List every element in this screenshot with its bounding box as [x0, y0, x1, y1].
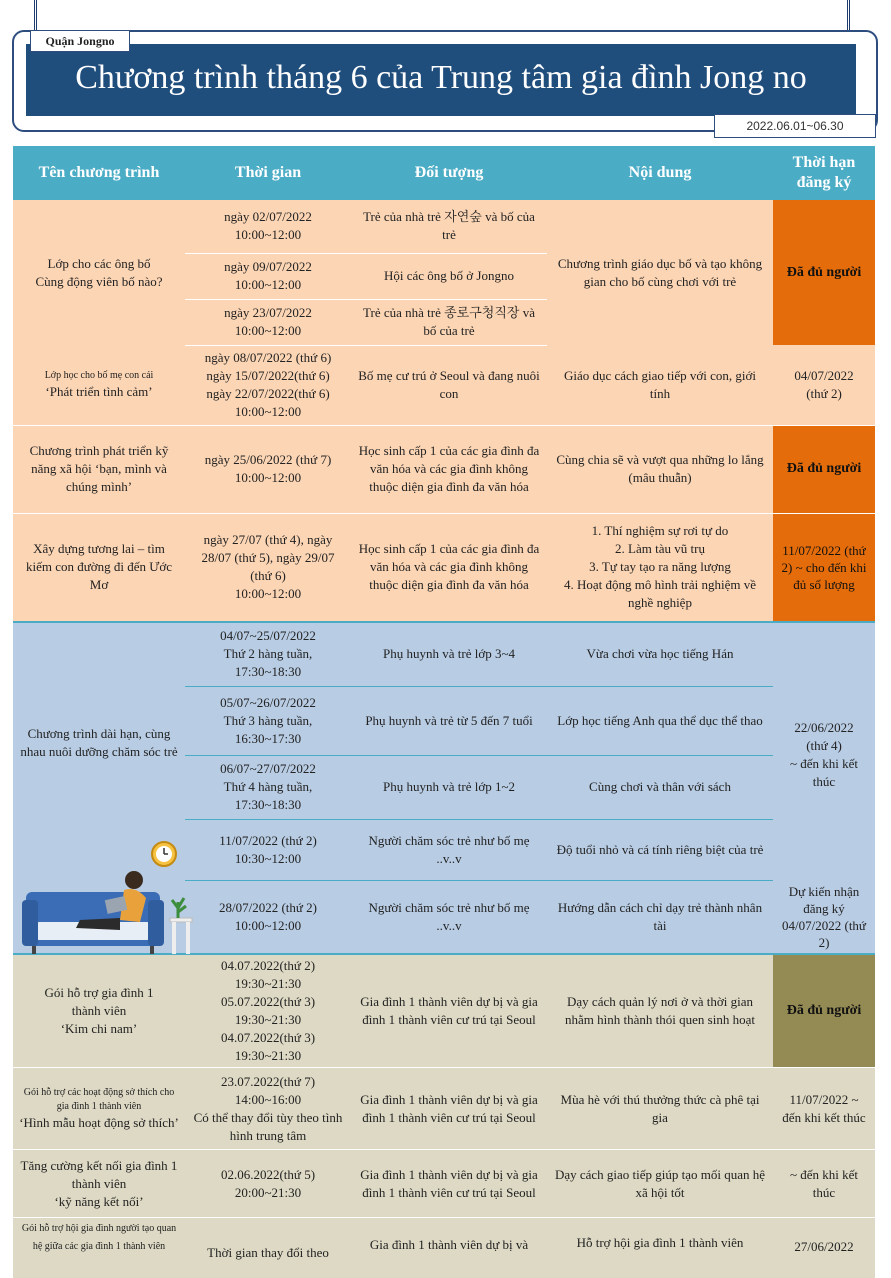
program-name: Gói hỗ trợ gia đình 1 thành viên ‘Kim chi nam’ — [13, 954, 185, 1068]
program-content: Cùng chia sẽ và vượt qua những lo lắng (mâu thuẫn) — [547, 425, 773, 513]
program-target: Phụ huynh và trẻ lớp 1~2 — [351, 755, 547, 819]
program-time: 05/07~26/07/2022 Thứ 3 hàng tuần, 16:30~17:30 — [185, 686, 351, 755]
col-time-header: Thời gian — [185, 146, 351, 200]
col-target-header: Đối tượng — [351, 146, 547, 200]
program-deadline: ~ đến khi kết thúc — [773, 1150, 875, 1218]
program-name: Xây dựng tương lai – tìm kiếm con đường đi đến Ước Mơ — [13, 513, 185, 622]
col-content-header: Nội dung — [547, 146, 773, 200]
program-content: Độ tuổi nhỏ và cá tính riêng biệt của trẻ — [547, 819, 773, 880]
program-target: Gia đình 1 thành viên dự bị và gia đình 1 thành viên cư trú tại Seoul — [351, 1068, 547, 1150]
program-time: 02.06.2022(thứ 5) 20:00~21:30 — [185, 1150, 351, 1218]
header-frame-lines — [34, 0, 850, 32]
program-content-list: 1. Thí nghiệm sự rơi tự do 2. Làm tàu vũ trụ 3. Tự tay tạo ra năng lượng 4. Hoạt động mô hình trải nghiệm về nghề nghiệp — [547, 513, 773, 622]
program-name: Lớp học cho bố mẹ con cái ‘Phát triển tình cảm’ — [13, 345, 185, 425]
program-target: Bố mẹ cư trú ở Seoul và đang nuôi con — [351, 345, 547, 425]
program-content: Mùa hè với thú thưởng thức cà phê tại gia — [547, 1068, 773, 1150]
program-table — [13, 146, 875, 1278]
program-time: ngày 25/06/2022 (thứ 7) 10:00~12:00 — [185, 425, 351, 513]
program-content: Dạy cách quản lý nơi ở và thời gian nhằm hình thành thói quen sinh hoạt — [547, 954, 773, 1068]
program-time: 28/07/2022 (thứ 2) 10:00~12:00 — [185, 880, 351, 954]
table-row — [13, 954, 875, 1068]
program-target: Học sinh cấp 1 của các gia đình đa văn hóa và các gia đình không thuộc diện gia đình đa văn hóa — [351, 425, 547, 513]
table-row — [13, 1218, 875, 1278]
program-name: Gói hỗ trợ các hoạt động sở thích cho gia đình 1 thành viên ‘Hình mẫu hoạt động sở thích’ — [13, 1068, 185, 1150]
page-title: Chương trình tháng 6 của Trung tâm gia đình Jong no — [75, 59, 807, 96]
program-target: Trẻ của nhà trẻ 종로구청직장 và bố của trẻ — [351, 299, 547, 345]
program-deadline: Dự kiến nhận đăng ký 04/07/2022 (thứ 2) — [773, 880, 875, 954]
program-deadline: 11/07/2022 (thứ 2) ~ cho đến khi đủ số lượng — [773, 513, 875, 622]
program-target: Người chăm sóc trẻ như bố mẹ ..v..v — [351, 819, 547, 880]
program-deadline: 04/07/2022 (thứ 2) — [773, 345, 875, 425]
table-row — [13, 425, 875, 513]
program-content: Chương trình giáo dục bố và tạo không gian cho bố cùng chơi với trẻ — [547, 200, 773, 345]
program-time: 06/07~27/07/2022 Thứ 4 hàng tuần, 17:30~18:30 — [185, 755, 351, 819]
program-content: Giáo dục cách giao tiếp với con, giới tính — [547, 345, 773, 425]
program-time: ngày 02/07/2022 10:00~12:00 — [185, 200, 351, 253]
program-target: Gia đình 1 thành viên dự bị và — [351, 1218, 547, 1278]
program-name: Chương trình dài hạn, cùng nhau nuôi dưỡng chăm sóc trẻ — [13, 622, 185, 880]
program-target: Gia đình 1 thành viên dự bị và gia đình 1 thành viên cư trú tại Seoul — [351, 1150, 547, 1218]
program-name: Gói hỗ trợ hội gia đình người tạo quan hệ giữa các gia đình 1 thành viên — [13, 1218, 185, 1278]
table-row — [13, 345, 875, 425]
program-time: ngày 23/07/2022 10:00~12:00 — [185, 299, 351, 345]
program-content: Lớp học tiếng Anh qua thể dục thể thao — [547, 686, 773, 755]
table-row — [13, 513, 875, 622]
program-content: Vừa chơi vừa học tiếng Hán — [547, 622, 773, 686]
table-row — [13, 1150, 875, 1218]
program-time: ngày 27/07 (thứ 4), ngày 28/07 (thứ 5), ngày 29/07 (thứ 6) 10:00~12:00 — [185, 513, 351, 622]
table-row — [13, 200, 875, 253]
deadline-full-badge: Đã đủ người — [773, 200, 875, 345]
program-name: Lớp cho các ông bố Cùng động viên bố nào? — [13, 200, 185, 345]
program-deadline: 27/06/2022 — [773, 1218, 875, 1278]
program-target: Phụ huynh và trẻ lớp 3~4 — [351, 622, 547, 686]
deadline-full-badge: Đã đủ người — [773, 954, 875, 1068]
program-target: Học sinh cấp 1 của các gia đình đa văn hóa và các gia đình không thuộc diện gia đình đa văn hóa — [351, 513, 547, 622]
col-name-header: Tên chương trình — [13, 146, 185, 200]
program-name: Tăng cường kết nối gia đình 1 thành viên ‘kỹ năng kết nối’ — [13, 1150, 185, 1218]
program-content: Hỗ trợ hội gia đình 1 thành viên — [547, 1218, 773, 1278]
program-content: Hướng dẫn cách chỉ dạy trẻ thành nhân tài — [547, 880, 773, 954]
program-target: Trẻ của nhà trẻ 자연숲 và bố của trẻ — [351, 200, 547, 253]
program-content: Dạy cách giao tiếp giúp tạo mối quan hệ xã hội tốt — [547, 1150, 773, 1218]
program-time: 04/07~25/07/2022 Thứ 2 hàng tuần, 17:30~18:30 — [185, 622, 351, 686]
program-target: Gia đình 1 thành viên dự bị và gia đình 1 thành viên cư trú tại Seoul — [351, 954, 547, 1068]
sofa-reading-illustration — [20, 838, 200, 956]
program-target: Người chăm sóc trẻ như bố mẹ ..v..v — [351, 880, 547, 954]
program-deadline: 11/07/2022 ~ đến khi kết thúc — [773, 1068, 875, 1150]
plant-icon — [172, 898, 186, 918]
program-content: Cùng chơi và thân với sách — [547, 755, 773, 819]
program-time: 04.07.2022(thứ 2) 19:30~21:30 05.07.2022(thứ 3) 19:30~21:30 04.07.2022(thứ 3) 19:30~21:30 — [185, 954, 351, 1068]
table-row — [13, 622, 875, 686]
district-tag: Quận Jongno — [30, 30, 130, 52]
program-time: Thời gian thay đổi theo — [185, 1218, 351, 1278]
col-deadline-header: Thời hạn đăng ký — [773, 146, 875, 200]
program-time: ngày 08/07/2022 (thứ 6) ngày 15/07/2022(thứ 6) ngày 22/07/2022(thứ 6) 10:00~12:00 — [185, 345, 351, 425]
deadline-full-badge: Đã đủ người — [773, 425, 875, 513]
program-time: ngày 09/07/2022 10:00~12:00 — [185, 253, 351, 299]
program-time: 23.07.2022(thứ 7) 14:00~16:00 Có thể thay đổi tùy theo tình hình trung tâm — [185, 1068, 351, 1150]
program-name: Chương trình phát triển kỹ năng xã hội ‘bạn, mình và chúng mình’ — [13, 425, 185, 513]
person-icon — [125, 871, 143, 889]
program-target: Hội các ông bố ở Jongno — [351, 253, 547, 299]
program-time: 11/07/2022 (thứ 2) 10:30~12:00 — [185, 819, 351, 880]
table-row — [13, 1068, 875, 1150]
table-header-row — [13, 146, 875, 200]
program-target: Phụ huynh và trẻ từ 5 đến 7 tuổi — [351, 686, 547, 755]
date-range: 2022.06.01~06.30 — [714, 114, 876, 138]
program-deadline: 22/06/2022 (thứ 4) ~ đến khi kết thúc — [773, 622, 875, 880]
